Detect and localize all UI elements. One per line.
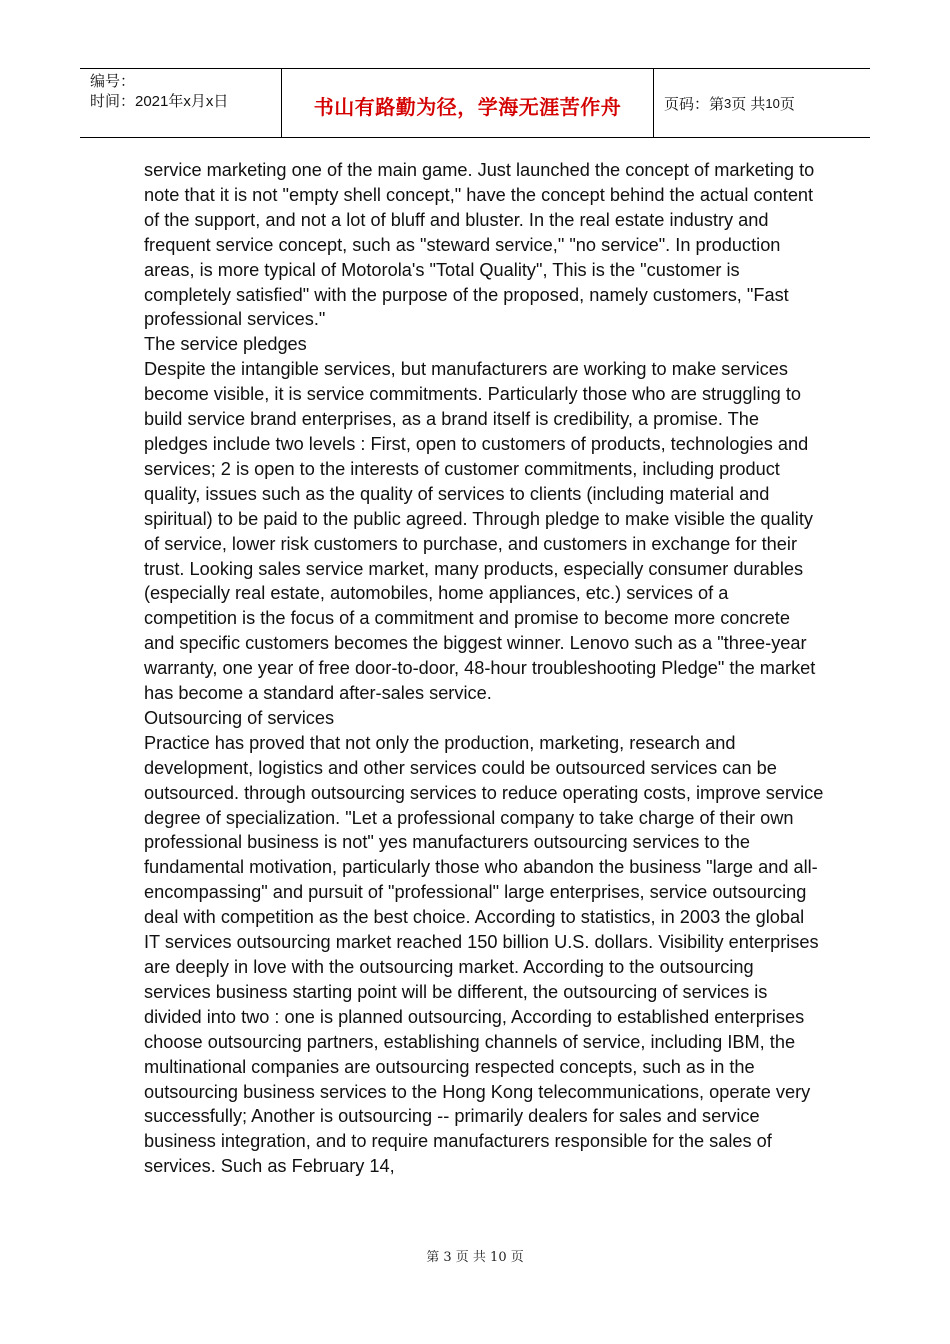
header-meta-cell (80, 69, 282, 137)
page-footer: 第 3 页 共 10 页 (426, 1250, 524, 1265)
document-header (80, 68, 870, 138)
page-prefix: 页码：第 (664, 95, 725, 113)
page-suffix: 页 (779, 95, 795, 113)
page-total-number: 10 (765, 95, 780, 111)
section-heading-service-pledges: The service pledges (144, 334, 307, 355)
document-number-label: 编号： (90, 73, 136, 90)
page-current-number: 3 (724, 95, 732, 111)
document-date-label: 时间：2021年x月x日 (90, 93, 229, 110)
section-heading-outsourcing: Outsourcing of services (144, 707, 335, 728)
header-page-cell (654, 69, 870, 137)
header-motto-cell (282, 69, 654, 137)
header-motto: 书山有路勤为径，学海无涯苦作舟 (313, 94, 622, 119)
page-mid: 页 共 (731, 95, 766, 113)
body-paragraph: Despite the intangible services, but manufacturers are working to make services become visible, it is service commitments. Particularly those who are struggling to build service brand enterprises, as a brand itself is credibility, a promise. The pledges include two levels : First, open to customers of products, technologies and services; 2 is open to the interests of customer commitments, including product quality, issues such as the quality of services to clients (including material and spiritual) to be paid to the public agreed. Through pledge to make visible the quality of service, lower risk customers to purchase, and customers in exchange for their trust. Looking sales service market, many products, especially consumer durables (especially real estate, automobiles, home appliances, etc.) services of a competition is the focus of a commitment and promise to become more concrete and specific customers becomes the biggest winner. Lenovo such as a "three-year warranty, one year of free door-to-door, 48-hour troubleshooting Pledge" the market has become a standard after-sales service. (144, 359, 816, 704)
document-body (144, 158, 824, 1179)
body-paragraph: service marketing one of the main game. Just launched the concept of marketing to note that it is not "empty shell concept," have the concept behind the actual content of the support, and not a lot of bluff and bluster. In the real estate industry and frequent service concept, such as "steward service," "no service". In production areas, is more typical of Motorola's "Total Quality", This is the "customer is completely satisfied" with the purpose of the proposed, namely customers, "Fast professional services." (144, 160, 815, 330)
body-paragraph: Practice has proved that not only the production, marketing, research and development, logistics and other services could be outsourced services can be outsourced. through outsourcing services to reduce operating costs, improve service degree of specialization. "Let a professional company to take charge of their own professional business is not" yes manufacturers outsourcing services to the fundamental motivation, particularly those who abandon the business "large and all-encompassing" and pursuit of "professional" large enterprises, service outsourcing deal with competition as the best choice. According to statistics, in 2003 the global IT services outsourcing market reached 150 billion U.S. dollars. Visibility enterprises are deeply in love with the outsourcing market. According to the outsourcing services business starting point will be different, the outsourcing of services is divided into two : one is planned outsourcing, According to established enterprises choose outsourcing partners, establishing channels of service, including IBM, the multinational companies are outsourcing respected concepts, such as in the outsourcing business services to the Hong Kong telecommunications, operate very successfully; Another is outsourcing -- primarily dealers for sales and service business integration, and to require manufacturers responsible for the sales of services. Such as February 14, (144, 732, 824, 1177)
